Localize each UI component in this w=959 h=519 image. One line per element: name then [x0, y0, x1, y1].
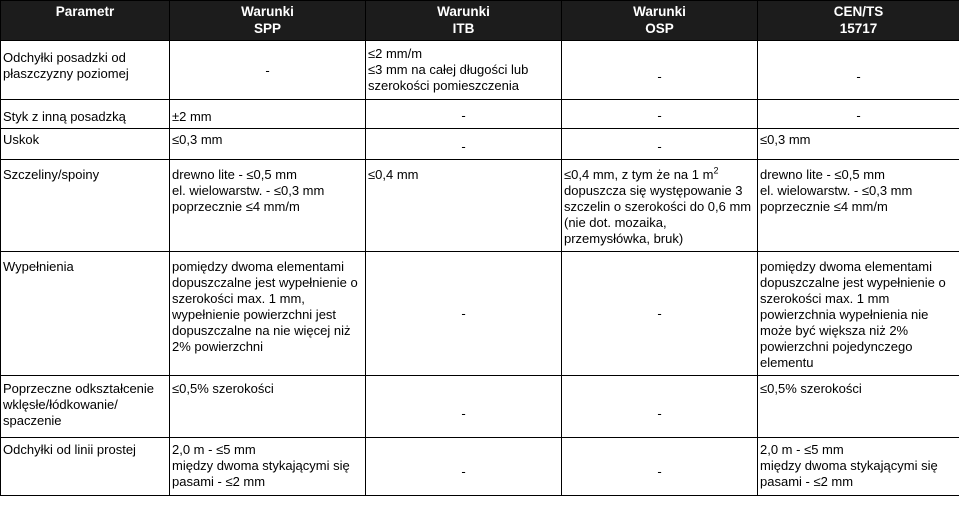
osp-cell: - — [562, 129, 758, 160]
table-row — [1, 41, 959, 100]
table-row — [1, 376, 959, 438]
header-osp: Warunki OSP — [562, 1, 758, 41]
osp-cell: - — [562, 376, 758, 438]
table-row — [1, 252, 959, 376]
spp-cell: ≤0,5% szerokości — [170, 376, 366, 438]
spp-cell: ±2 mm — [170, 100, 366, 129]
cen-cell: pomiędzy dwoma elementami dopuszczalne jest wypełnienie o szerokości max. 1 mm powierzchnia wypełnienia nie może być większa niż 2% powierzchni pojedynczego elementu — [758, 252, 959, 376]
header-row — [1, 1, 959, 41]
table-row — [1, 160, 959, 252]
itb-cell: - — [366, 100, 562, 129]
osp-cell: - — [562, 41, 758, 100]
header-param: Parametr — [1, 1, 170, 41]
spp-cell: pomiędzy dwoma elementami dopuszczalne jest wypełnienie o szerokości max. 1 mm, wypełnienie powierzchni jest dopuszczalne na nie więcej niż 2% powierzchni — [170, 252, 366, 376]
param-cell: Szczeliny/spoiny — [1, 160, 170, 252]
cen-cell: - — [758, 100, 959, 129]
cen-cell: drewno lite - ≤0,5 mm el. wielowarstw. - ≤0,3 mm poprzecznie ≤4 mm/m — [758, 160, 959, 252]
param-cell: Styk z inną posadzką — [1, 100, 170, 129]
param-cell: Wypełnienia — [1, 252, 170, 376]
header-itb: Warunki ITB — [366, 1, 562, 41]
itb-cell: - — [366, 252, 562, 376]
spp-cell: drewno lite - ≤0,5 mm el. wielowarstw. - ≤0,3 mm poprzecznie ≤4 mm/m — [170, 160, 366, 252]
param-cell: Poprzeczne odkształcenie wklęsłe/łódkowanie/ spaczenie — [1, 376, 170, 438]
itb-cell: ≤2 mm/m ≤3 mm na całej długości lub szerokości pomieszczenia — [366, 41, 562, 100]
table-row — [1, 129, 959, 160]
param-cell: Uskok — [1, 129, 170, 160]
spp-cell: ≤0,3 mm — [170, 129, 366, 160]
table-row — [1, 438, 959, 496]
table-row — [1, 100, 959, 129]
header-spp: Warunki SPP — [170, 1, 366, 41]
osp-cell: - — [562, 252, 758, 376]
spp-cell: - — [170, 41, 366, 100]
cen-cell: - — [758, 41, 959, 100]
header-cen: CEN/TS 15717 — [758, 1, 959, 41]
osp-cell: - — [562, 438, 758, 496]
osp-cell: ≤0,4 mm, z tym że na 1 $m^2$ dopuszcza się występowanie 3 szczelin o szerokości do 0,6 mm (nie dot. mozaika, przemysłówka, bruk) — [562, 160, 758, 252]
itb-cell: ≤0,4 mm — [366, 160, 562, 252]
cen-cell: ≤0,3 mm — [758, 129, 959, 160]
cen-cell: 2,0 m - ≤5 mm między dwoma stykającymi się pasami - ≤2 mm — [758, 438, 959, 496]
itb-cell: - — [366, 129, 562, 160]
param-cell: Odchyłki posadzki od płaszczyzny poziomej — [1, 41, 170, 100]
superscript: 2 — [713, 165, 719, 176]
osp-cell: - — [562, 100, 758, 129]
itb-cell: - — [366, 438, 562, 496]
itb-cell: - — [366, 376, 562, 438]
cen-cell: ≤0,5% szerokości — [758, 376, 959, 438]
param-cell: Odchyłki od linii prostej — [1, 438, 170, 496]
spp-cell: 2,0 m - ≤5 mm między dwoma stykającymi się pasami - ≤2 mm — [170, 438, 366, 496]
